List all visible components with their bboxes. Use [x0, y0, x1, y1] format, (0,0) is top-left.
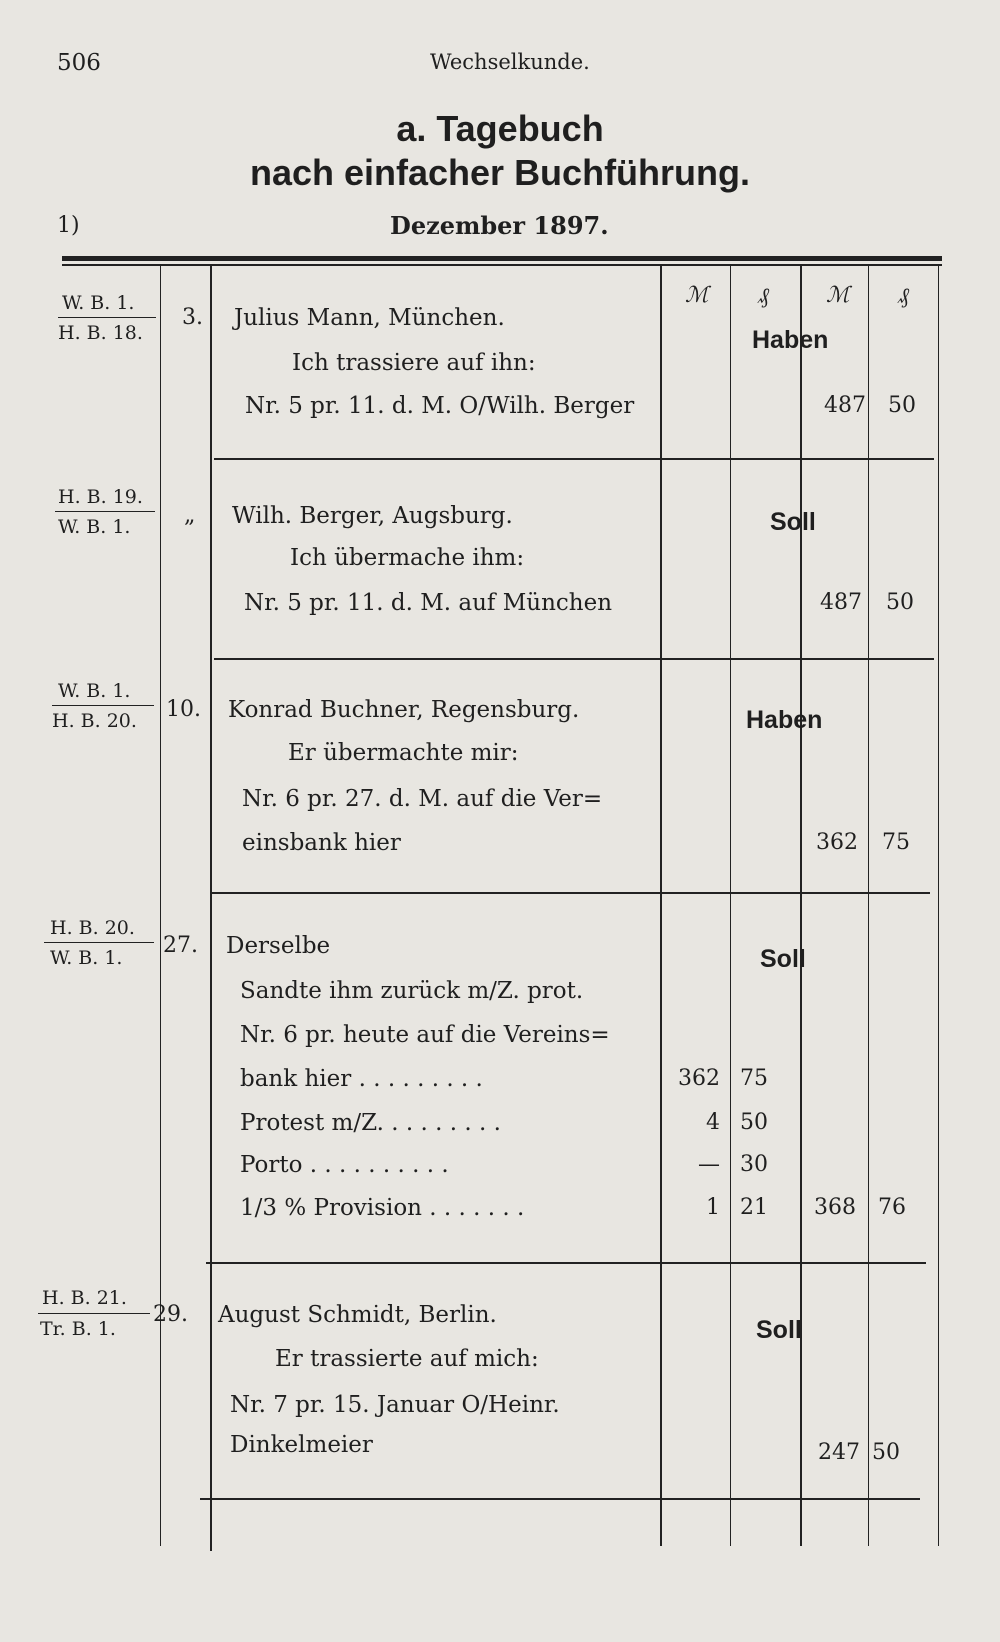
item-mark: 4	[706, 1110, 720, 1135]
entry-rule	[200, 1498, 920, 1500]
page-subtitle: nach einfacher Buchführung.	[249, 152, 751, 193]
mark-header-1: ℳ	[685, 283, 709, 308]
total-pf: 50	[888, 393, 916, 418]
entry-rule	[214, 658, 934, 660]
entry-rule	[214, 458, 934, 460]
entry-day: „	[184, 503, 196, 528]
item-pf: 75	[740, 1066, 768, 1091]
month-heading: Dezember 1897.	[390, 211, 609, 240]
entry-line: Julius Mann, München.	[234, 305, 505, 331]
entry-line: bank hier . . . . . . . . .	[240, 1066, 483, 1092]
entry-ref: H. B. 20.	[50, 917, 135, 939]
entry-ref: H. B. 21.	[42, 1287, 127, 1309]
entry-line: Protest m/Z. . . . . . . . .	[240, 1110, 501, 1136]
item-mark: —	[698, 1152, 720, 1177]
right-edge-rule	[938, 266, 939, 1546]
total-mark: 487	[824, 393, 866, 418]
entry-line: Nr. 5 pr. 11. d. M. auf München	[244, 590, 613, 616]
entry-side: Soll	[760, 945, 806, 973]
entry-ref: W. B. 1.	[62, 292, 135, 314]
total-mark: 487	[820, 590, 862, 615]
entry-rule	[210, 892, 930, 894]
entry-day: 29.	[153, 1302, 188, 1327]
page-title: a. Tagebuch	[396, 108, 604, 149]
page-number: 506	[57, 50, 101, 76]
entry-line: Er übermachte mir:	[288, 740, 519, 766]
item-pf: 30	[740, 1152, 768, 1177]
top-rule-thin	[62, 264, 942, 266]
entry-line: Ich übermache ihm:	[290, 545, 525, 571]
mark-header-2: ℳ	[826, 283, 850, 308]
pf-header-1: ₰	[758, 284, 769, 309]
entry-side: Haben	[752, 326, 829, 354]
entry-side: Haben	[746, 706, 823, 734]
item-mark: 362	[678, 1066, 720, 1091]
entry-ref: Tr. B. 1.	[40, 1318, 116, 1340]
entry-ref: W. B. 1.	[50, 947, 123, 969]
entry-rule	[206, 1262, 926, 1264]
ref-column-rule	[160, 266, 161, 1546]
item-pf: 50	[740, 1110, 768, 1135]
entry-line: Ich trassiere auf ihn:	[292, 350, 536, 376]
entry-line: Dinkelmeier	[230, 1432, 373, 1458]
item-pf: 21	[740, 1195, 768, 1220]
total-pf: 75	[882, 830, 910, 855]
entry-day: 10.	[166, 697, 201, 722]
total-pf: 50	[872, 1440, 900, 1465]
entry-line: August Schmidt, Berlin.	[218, 1302, 497, 1328]
total-mark: 368	[814, 1195, 856, 1220]
total-pf: 76	[878, 1195, 906, 1220]
total-mark: 362	[816, 830, 858, 855]
entry-line: Nr. 5 pr. 11. d. M. O/Wilh. Berger	[245, 393, 635, 419]
total-mark: 247	[818, 1440, 860, 1465]
total-pf: 50	[886, 590, 914, 615]
entry-line: Konrad Buchner, Regensburg.	[228, 697, 580, 723]
ref-divider	[52, 705, 154, 706]
ref-divider	[55, 511, 155, 512]
item-mark: 1	[706, 1195, 720, 1220]
entry-ref: W. B. 1.	[58, 516, 131, 538]
entry-side: Soll	[770, 508, 816, 536]
entry-line: Nr. 7 pr. 15. Januar O/Heinr.	[230, 1392, 560, 1418]
entry-line: Sandte ihm zurück m/Z. prot.	[240, 978, 584, 1004]
ref-divider	[44, 942, 154, 943]
entry-line: Porto . . . . . . . . . .	[240, 1152, 449, 1178]
top-rule	[62, 256, 942, 261]
entry-line: Er trassierte auf mich:	[275, 1346, 539, 1372]
entry-line: Nr. 6 pr. heute auf die Vereins=	[240, 1022, 610, 1048]
section-number: 1)	[57, 213, 80, 238]
entry-ref: H. B. 18.	[58, 322, 143, 344]
entry-ref: W. B. 1.	[58, 680, 131, 702]
entry-line: einsbank hier	[242, 830, 401, 856]
day-column-rule	[210, 266, 212, 1551]
entry-line: Nr. 6 pr. 27. d. M. auf die Ver=	[242, 786, 603, 812]
pf-header-2: ₰	[898, 284, 909, 309]
entry-ref: H. B. 19.	[58, 486, 143, 508]
running-head: Wechselkunde.	[430, 50, 590, 74]
entry-ref: H. B. 20.	[52, 710, 137, 732]
entry-day: 3.	[182, 305, 203, 330]
entry-side: Soll	[756, 1316, 802, 1344]
entry-line: Derselbe	[226, 933, 331, 959]
ref-divider	[38, 1313, 150, 1314]
ref-divider	[58, 317, 156, 318]
entry-day: 27.	[163, 933, 198, 958]
entry-line: 1/3 % Provision . . . . . . .	[240, 1195, 525, 1221]
entry-line: Wilh. Berger, Augsburg.	[232, 503, 513, 529]
